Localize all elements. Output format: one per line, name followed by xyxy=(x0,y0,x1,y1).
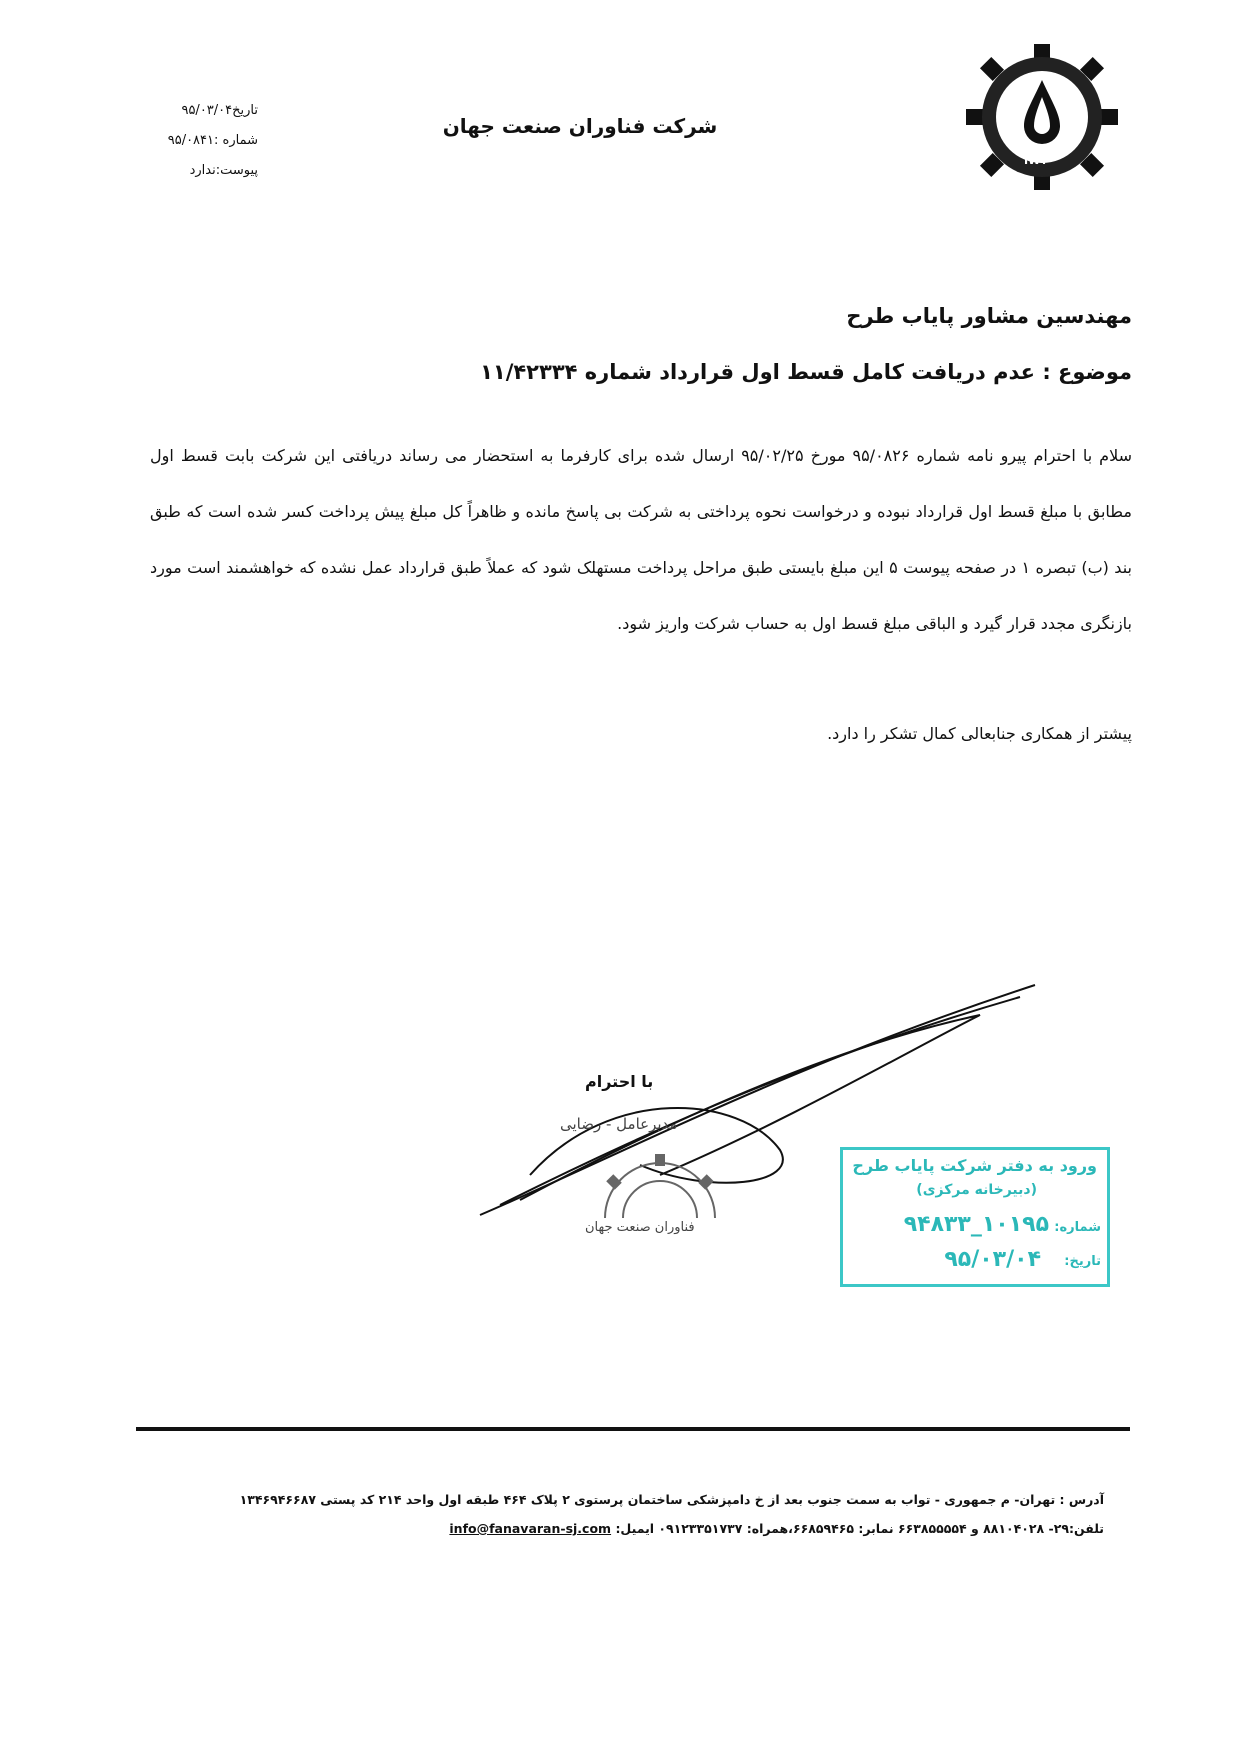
footer-address: آدرس : تهران- م جمهوری - تواب به سمت جنوب بعد از خ دامپزشکی ساختمان پرستوی ۲ پلاک ۴۶۴ طبقه اول واحد ۲۱۴ کد پستی ۱۳۴۶۹۴۶۶۸۷ xyxy=(239,1492,1104,1507)
footer-divider xyxy=(136,1427,1130,1431)
body-paragraph: سلام با احترام پیرو نامه شماره ۹۵/۰۸۲۶ مورخ ۹۵/۰۲/۲۵ ارسال شده برای کارفرما به استحضار می رساند دریافتی این شرکت بابت قسط اول مطابق با مبلغ قسط اول قرارداد نبوده و درخواست نحوه پرداختی به شرکت بی پاسخ مانده و ظاهراً کل مبلغ پیش پرداخت کسر شده است که طبق بند (ب) تبصره ۱ در صفحه پیوست ۵ این مبلغ بایستی طبق مراحل پرداخت مستهلک شود که عملاً طبق قرارداد عمل نشده که خواهشمند است مورد بازنگری مجدد قرار گیرد و الباقی مبلغ قسط اول به حساب شرکت واریز شود. xyxy=(150,446,1133,633)
letter-body xyxy=(150,428,1132,652)
company-name: شرکت فناوران صنعت جهان xyxy=(442,114,718,138)
company-seal-icon xyxy=(585,1150,735,1220)
letter-attachment: پیوست:ندارد xyxy=(189,163,258,178)
footer-contact xyxy=(144,1521,1104,1536)
letter-number: شماره :۹۵/۰۸۴۱ xyxy=(167,133,258,148)
stamp-date-label: تاریخ: xyxy=(1064,1254,1101,1269)
stamp-subtitle: (دبیرخانه مرکزی) xyxy=(916,1182,1037,1198)
closing-line: پیشتر از همکاری جنابعالی کمال تشکر را دارد. xyxy=(827,724,1132,743)
signer-title: مدیرعامل - رضایی xyxy=(560,1115,678,1133)
receipt-stamp xyxy=(840,1147,1110,1287)
company-logo xyxy=(962,42,1122,192)
stamp-number-value: ۱۰۱۹۵_۹۴۸۳۳ xyxy=(903,1212,1049,1237)
addressee: مهندسین مشاور پایاب طرح xyxy=(846,304,1132,328)
logo-text: IWT xyxy=(1024,154,1048,167)
regards-text: با احترام xyxy=(585,1072,654,1091)
stamp-title: ورود به دفتر شرکت پایاب طرح xyxy=(852,1156,1097,1175)
seal-caption: فناوران صنعت جهان xyxy=(585,1220,695,1235)
letter-meta xyxy=(128,96,258,186)
subject-line: موضوع : عدم دریافت کامل قسط اول قرارداد شماره ۱۱/۴۲۳۳۴ xyxy=(480,360,1132,384)
letter-date: تاریخ۹۵/۰۳/۰۴ xyxy=(181,103,258,118)
stamp-date-value: ۹۵/۰۳/۰۴ xyxy=(944,1247,1041,1272)
footer-phone-line: تلفن:۲۹- ۸۸۱۰۴۰۲۸ و ۶۶۳۸۵۵۵۵۴ نمابر: ۶۶۸۵۹۴۶۵،همراه: ۰۹۱۲۳۳۵۱۷۳۷ ایمیل: xyxy=(615,1521,1104,1536)
stamp-number-label: شماره: xyxy=(1054,1220,1101,1235)
footer-email-link[interactable]: info@fanavaran-sj.com xyxy=(449,1521,612,1536)
